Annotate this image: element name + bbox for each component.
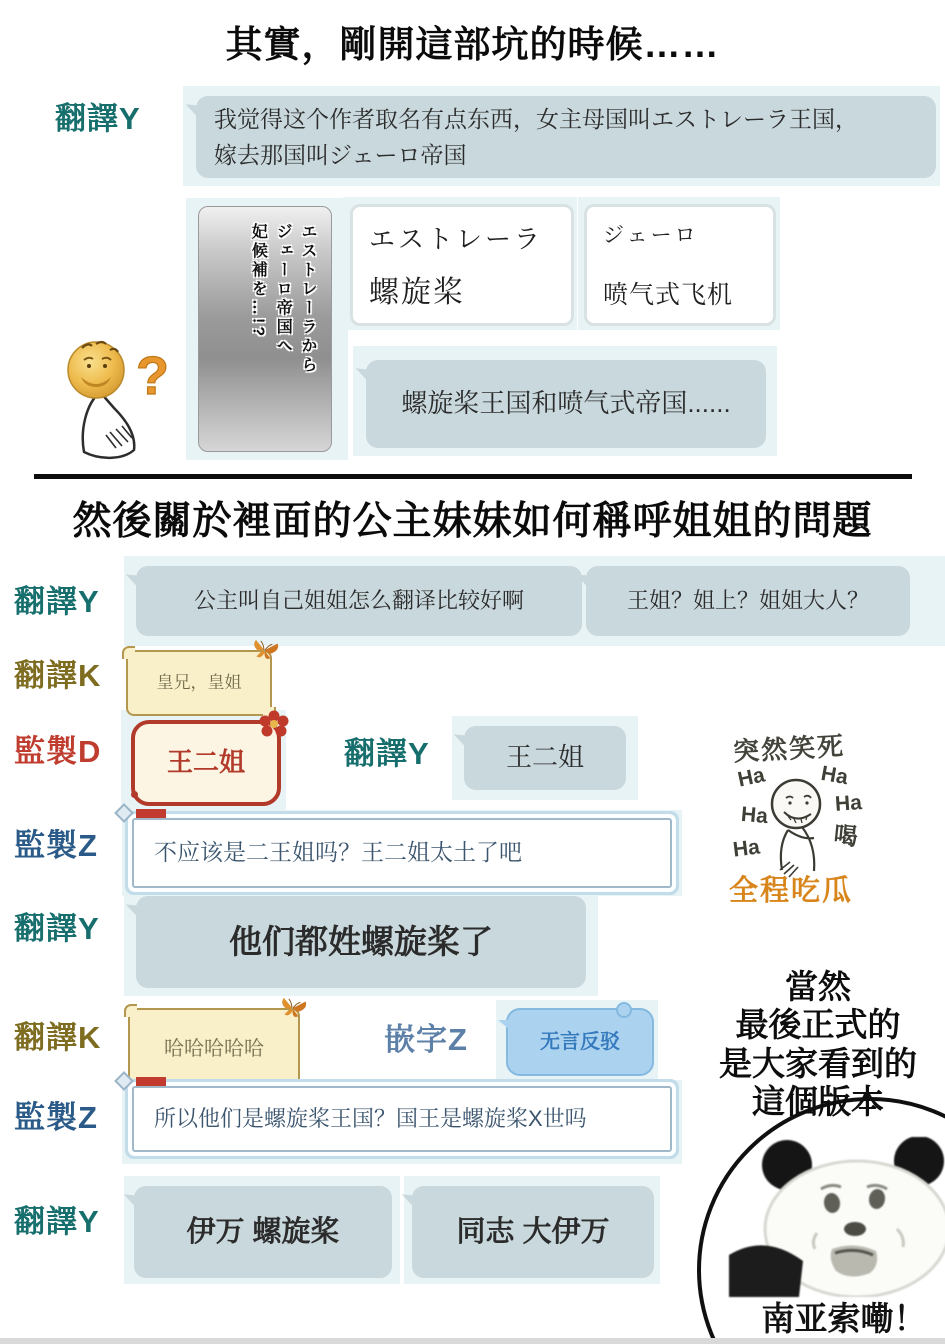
speaker-label-typesetter-z: 嵌字Z [384, 1022, 468, 1057]
body-shape [83, 392, 134, 458]
speaker-label-producer-z: 監製Z [14, 1100, 98, 1135]
manga-text-column: エストレーラから [299, 223, 316, 375]
chat-bubble-surname: 他们都姓螺旋桨了 [136, 896, 586, 988]
vocab-cn: 螺旋桨 [369, 276, 465, 309]
laugh-meme [703, 714, 883, 886]
speaker-label-translator-y: 翻譯Y [55, 101, 141, 136]
chat-bubble-question: 公主叫自己姐姐怎么翻译比较好啊 [136, 566, 582, 636]
speaker-label-producer-d: 監製D [14, 734, 102, 769]
vocab-card-jet [584, 204, 776, 326]
speaker-label-translator-y: 翻譯Y [14, 1204, 100, 1239]
vocab-cn: 喷气式飞机 [603, 281, 734, 309]
manga-panel [198, 206, 332, 452]
manga-text-column: ジェーロ帝国へ [274, 223, 292, 356]
chat-bubble-options: 王姐？姐上？姐姐大人？ [586, 566, 910, 636]
ha-text: Ha [819, 761, 850, 790]
butterfly-icon [248, 635, 282, 665]
laugh-caption: 突然笑死 [732, 730, 846, 767]
message-line: 我觉得这个作者取名有点东西，女主母国叫エストレーラ王国， [214, 106, 858, 132]
chat-bubble-king-prop: 所以他们是螺旋桨王国？国王是螺旋桨X世吗 [132, 1086, 672, 1152]
bottom-edge [0, 1338, 945, 1344]
chat-bubble-huang [126, 650, 272, 716]
message-text: 皇兄，皇姐 [156, 672, 242, 692]
speaker-label-translator-y: 翻譯Y [344, 736, 430, 771]
message-line: 嫁去那国叫ジェーロ帝国 [214, 142, 467, 168]
butterfly-icon [276, 993, 310, 1023]
section1-title: 其實，剛開這部坑的時候…… [225, 24, 720, 65]
chat-bubble-wang-er-jie-d [131, 720, 281, 806]
speaker-label-translator-k: 翻譯K [14, 658, 102, 693]
chat-bubble-no-rebuttal: 无言反驳 [506, 1008, 654, 1076]
ha-text: Ha [834, 791, 863, 816]
question-mark: ? [136, 346, 169, 406]
eye [87, 364, 91, 368]
chat-bubble-comrade: 同志 大伊万 [412, 1186, 654, 1278]
panda-meme [697, 1097, 945, 1344]
vocab-jp: エストレーラ [369, 224, 544, 254]
flower-icon [257, 708, 291, 742]
chat-bubble-wang-er-jie-y: 王二姐 [464, 726, 626, 790]
ha-text: Ha [735, 763, 767, 792]
speaker-label-translator-y: 翻譯Y [14, 911, 100, 946]
eat-melon-caption: 全程吃瓜 [728, 875, 853, 907]
chat-bubble-ivan: 伊万 螺旋桨 [134, 1186, 392, 1278]
section-divider [34, 474, 912, 479]
eye [103, 364, 107, 368]
message-text: 王二姐 [166, 747, 245, 778]
speaker-label-translator-k: 翻譯K [14, 1020, 102, 1055]
ha-text: Ha [740, 802, 769, 829]
vocab-jp: ジェーロ [603, 224, 699, 247]
speaker-label-translator-y: 翻譯Y [14, 584, 100, 619]
ending-note [688, 968, 945, 1121]
thinking-emoji-meme [48, 332, 183, 467]
message-text: 哈哈哈哈哈 [164, 1037, 264, 1060]
ending-line: 最後正式的 [735, 1006, 901, 1044]
manga-text-column: 妃候補を…!? [249, 223, 267, 340]
chat-bubble-intro [196, 96, 936, 178]
chat-bubble-er-wang-jie: 不应该是二王姐吗？王二姐太土了吧 [132, 818, 672, 888]
panda-caption: 南亚索嘞！ [761, 1300, 927, 1337]
panda-face-icon [729, 1137, 945, 1297]
he-text: 喝 [832, 821, 860, 852]
section2-title: 然後關於裡面的公主妹妹如何稱呼姐姐的問題 [72, 500, 873, 543]
ending-line: 是大家看到的 [719, 1044, 917, 1082]
ending-line: 當然 [785, 968, 851, 1005]
speaker-label-producer-z: 監製Z [14, 828, 98, 863]
ha-text: Ha [731, 835, 762, 862]
vocab-card-estrella [350, 204, 574, 326]
ending-line: 這個版本 [752, 1082, 884, 1120]
chat-bubble-prop-jet: 螺旋桨王国和喷气式帝国...... [366, 360, 766, 448]
